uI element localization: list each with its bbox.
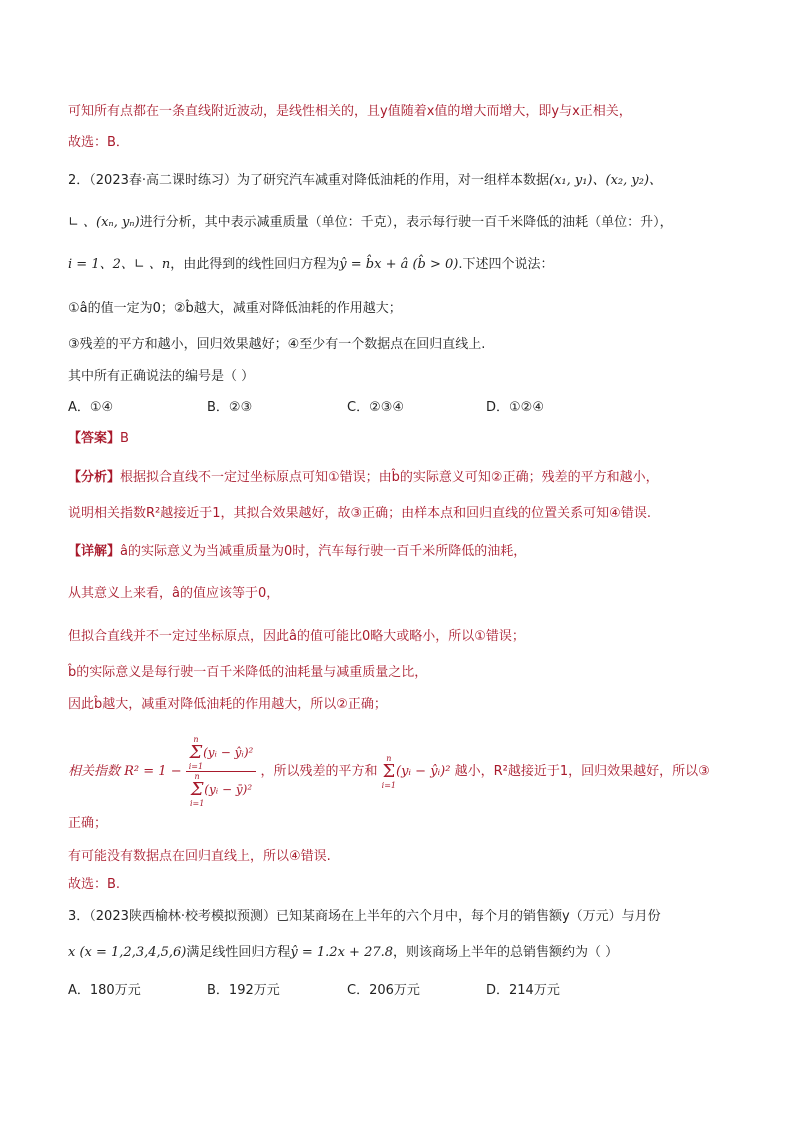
- q2-stem-tail: .下述四个说法：: [458, 257, 554, 272]
- q2-detail-3: 但拟合直线并不一定过坐标原点，因此â的值可能比0略大或略小，所以①错误；: [68, 629, 525, 644]
- q2-stem-line-3: [68, 256, 554, 274]
- q3-option-d: D．214万元: [486, 983, 560, 998]
- q2-stem-line-1: [68, 172, 662, 190]
- solution-choice: 故选：B．: [68, 135, 129, 150]
- q2-statements-2: ③残差的平方和越小，回归效果越好；④至少有一个数据点在回归直线上.: [68, 337, 486, 352]
- q2-detail-9: 故选：B.: [68, 877, 121, 892]
- q2-option-a: A．①④: [68, 400, 114, 415]
- solution-line: 可知所有点都在一条直线附近波动，是线性相关的，且y值随着x值的增大而增大，即y与x正相关，: [68, 104, 632, 119]
- detail-6-mid: ，所以残差的平方和: [260, 764, 378, 779]
- r-squared-label: 相关指数 R² = 1 −: [68, 764, 182, 779]
- q2-option-b: B．②③: [207, 400, 253, 415]
- analysis-tag: 【分析】: [68, 470, 121, 485]
- sigma-symbol: n Σ i=1: [189, 772, 205, 808]
- q3-option-b: B．192万元: [207, 983, 280, 998]
- q2-answer: [68, 430, 129, 448]
- q2-stem-line-2: [68, 214, 673, 232]
- analysis-text-1: 根据拟合直线不一定过坐标原点可知①错误；由b̂的实际意义可知②正确；残差的平方和越小，: [120, 470, 659, 485]
- q2-index-range: i = 1、2、∟ 、n: [68, 257, 171, 272]
- q2-analysis-2: 说明相关指数R²越接近于1，其拟合效果越好，故③正确；由样本点和回归直线的位置关系可知④错误.: [68, 506, 651, 521]
- q3-option-c: C．206万元: [347, 983, 420, 998]
- fraction-denominator: n Σ i=1 (yᵢ − ȳ)²: [189, 772, 253, 808]
- q3-regression-equation: ŷ = 1.2x + 27.8: [290, 945, 394, 960]
- q3-stem-line-2: [68, 944, 618, 962]
- q3-stem-text: 满足线性回归方程: [186, 945, 291, 960]
- q2-option-d: D．①②④: [486, 400, 544, 415]
- q2-statements-1: ①â的值一定为0；②b̂越大，减重对降低油耗的作用越大；: [68, 301, 402, 316]
- q2-sample-data-n: ∟ 、(xₙ, yₙ): [68, 215, 140, 230]
- q2-analysis-1: [68, 469, 659, 487]
- fraction-numerator: n Σ i=1 (yᵢ − ŷᵢ)²: [186, 735, 257, 772]
- q2-question: 其中所有正确说法的编号是（ ）: [68, 369, 255, 384]
- q2-detail-5: 因此b̂越大，减重对降低油耗的作用越大，所以②正确；: [68, 697, 387, 712]
- q3-month-range: x (x = 1,2,3,4,5,6): [68, 945, 187, 960]
- detail-tag: 【详解】: [68, 544, 121, 559]
- sigma-symbol: n Σ i=1: [381, 753, 396, 790]
- q2-detail-2: 从其意义上来看，â的值应该等于0，: [68, 586, 280, 601]
- r-squared-fraction: [186, 735, 257, 808]
- q2-regression-equation: ŷ = b̂x + â (b̂ > 0): [339, 257, 459, 272]
- answer-tag: 【答案】: [68, 431, 121, 446]
- q2-detail-4: b̂的实际意义是每行驶一百千米降低的油耗量与减重质量之比，: [68, 665, 428, 680]
- q3-stem-line-1: 3．（2023陕西榆林·校考模拟预测）已知某商场在上半年的六个月中，每个月的销售额y（万元）与月份: [68, 909, 661, 924]
- detail-text-1: â的实际意义为当减重质量为0时，汽车每行驶一百千米所降低的油耗，: [120, 544, 527, 559]
- q2-detail-1: [68, 543, 526, 561]
- q3-option-a: A．180万元: [68, 983, 141, 998]
- q2-stem-text-2: 进行分析，其中表示减重质量（单位：千克），表示每行驶一百千米降低的油耗（单位：升），: [139, 215, 673, 230]
- detail-6-post: 越小，R²越接近于1，回归效果越好，所以③: [454, 764, 710, 779]
- q3-stem-tail: ，则该商场上半年的总销售额约为（ ）: [393, 945, 619, 960]
- q2-stem-text-3: ，由此得到的线性回归方程为: [170, 257, 340, 272]
- answer-value: B: [120, 431, 129, 446]
- residual-sum: (yᵢ − ŷᵢ)²: [396, 764, 451, 779]
- sigma-symbol: n Σ i=1: [188, 735, 204, 771]
- q2-sample-data: (x₁, y₁)、(x₂, y₂)、: [549, 173, 663, 188]
- q2-detail-7: 正确；: [68, 816, 108, 831]
- q2-stem-text: 2．（2023春·高二课时练习）为了研究汽车减重对降低油耗的作用，对一组样本数据: [68, 173, 549, 188]
- q2-detail-6: [68, 735, 710, 808]
- q2-detail-8: 有可能没有数据点在回归直线上，所以④错误.: [68, 849, 331, 864]
- q2-option-c: C．②③④: [347, 400, 405, 415]
